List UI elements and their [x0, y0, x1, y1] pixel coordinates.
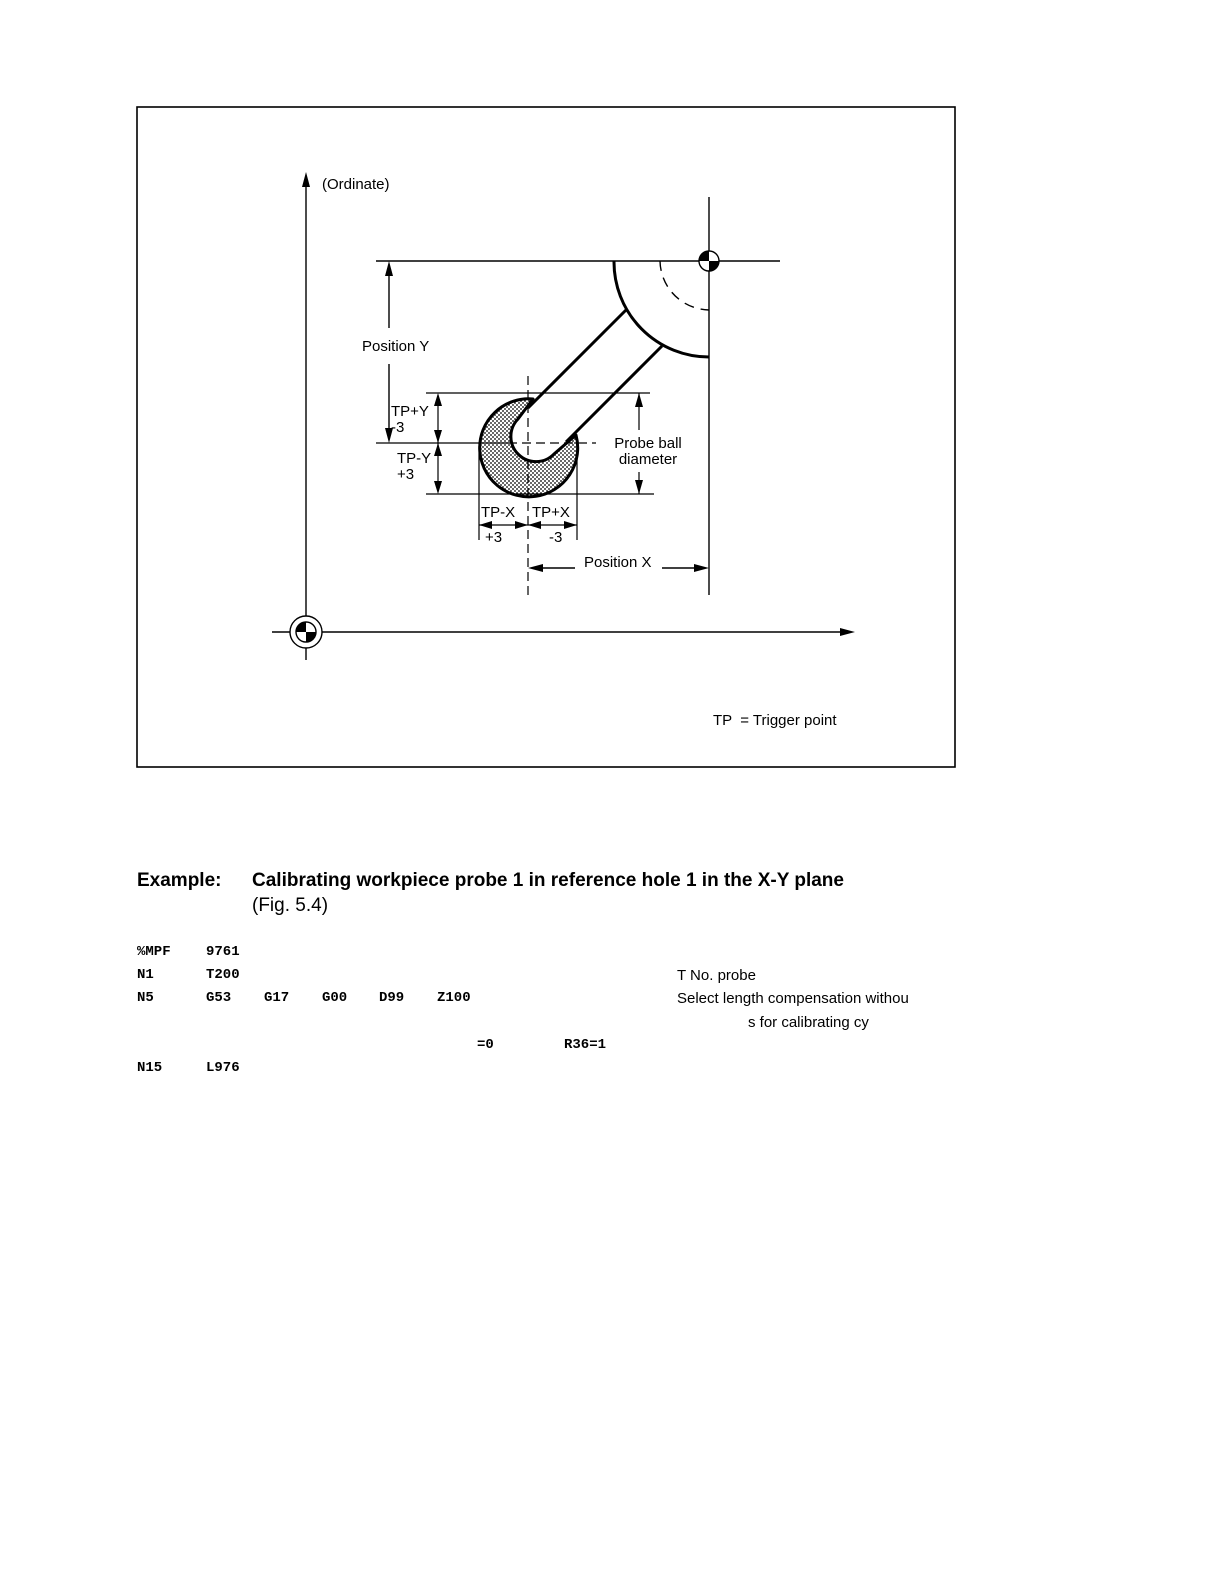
probe-stem-right [566, 346, 662, 442]
probe-body [614, 261, 709, 357]
tp-minus-y-value: +3 [397, 466, 415, 483]
machine-zero-icon [290, 616, 322, 648]
program-block: N1 [137, 967, 154, 983]
tp-minus-y-label: TP-Y [397, 450, 432, 467]
program-word: L976 [206, 1060, 240, 1076]
tp-plus-y-value: -3 [391, 419, 405, 436]
program-word: G53 [206, 990, 232, 1006]
example-figure-ref: (Fig. 5.4) [252, 895, 329, 916]
probe-ball [480, 399, 578, 497]
program-word: R36=1 [564, 1037, 607, 1053]
program-block: N15 [137, 1060, 163, 1076]
program-block: N5 [137, 990, 154, 1006]
program-comment: Select length compensation withou [677, 990, 909, 1007]
program-block: %MPF [137, 944, 171, 960]
program-word: D99 [379, 990, 405, 1006]
program-word: G00 [322, 990, 348, 1006]
tp-plus-y-label: TP+Y [391, 403, 429, 420]
probe-ball-label-line1: Probe ball [614, 435, 682, 452]
program-word: T200 [206, 967, 240, 983]
tp-minus-x-value: +3 [485, 529, 503, 546]
position-y-label: Position Y [362, 338, 430, 355]
program-comment: T No. probe [677, 967, 756, 984]
tp-plus-x-label: TP+X [532, 504, 570, 521]
program-word: Z100 [437, 990, 471, 1006]
position-x-label: Position X [584, 554, 652, 571]
abscissa-axis [272, 628, 855, 636]
program-word: =0 [477, 1037, 494, 1053]
program-comment: s for calibrating cy [748, 1014, 869, 1031]
example-title: Calibrating workpiece probe 1 in reference hole 1 in the X-Y plane [252, 870, 844, 891]
tp-plus-x-value: -3 [549, 529, 563, 546]
program-word: 9761 [206, 944, 240, 960]
ordinate-axis [302, 172, 310, 660]
ordinate-label: (Ordinate) [322, 176, 390, 193]
probe-ball-label-line2: diameter [618, 451, 678, 468]
tp-minus-x-label: TP-X [481, 504, 516, 521]
figure-frame [137, 107, 955, 767]
example-label: Example: [137, 870, 222, 891]
trigger-point-legend: TP = Trigger point [713, 712, 837, 729]
program-word: G17 [264, 990, 290, 1006]
reference-point-icon [699, 251, 719, 271]
